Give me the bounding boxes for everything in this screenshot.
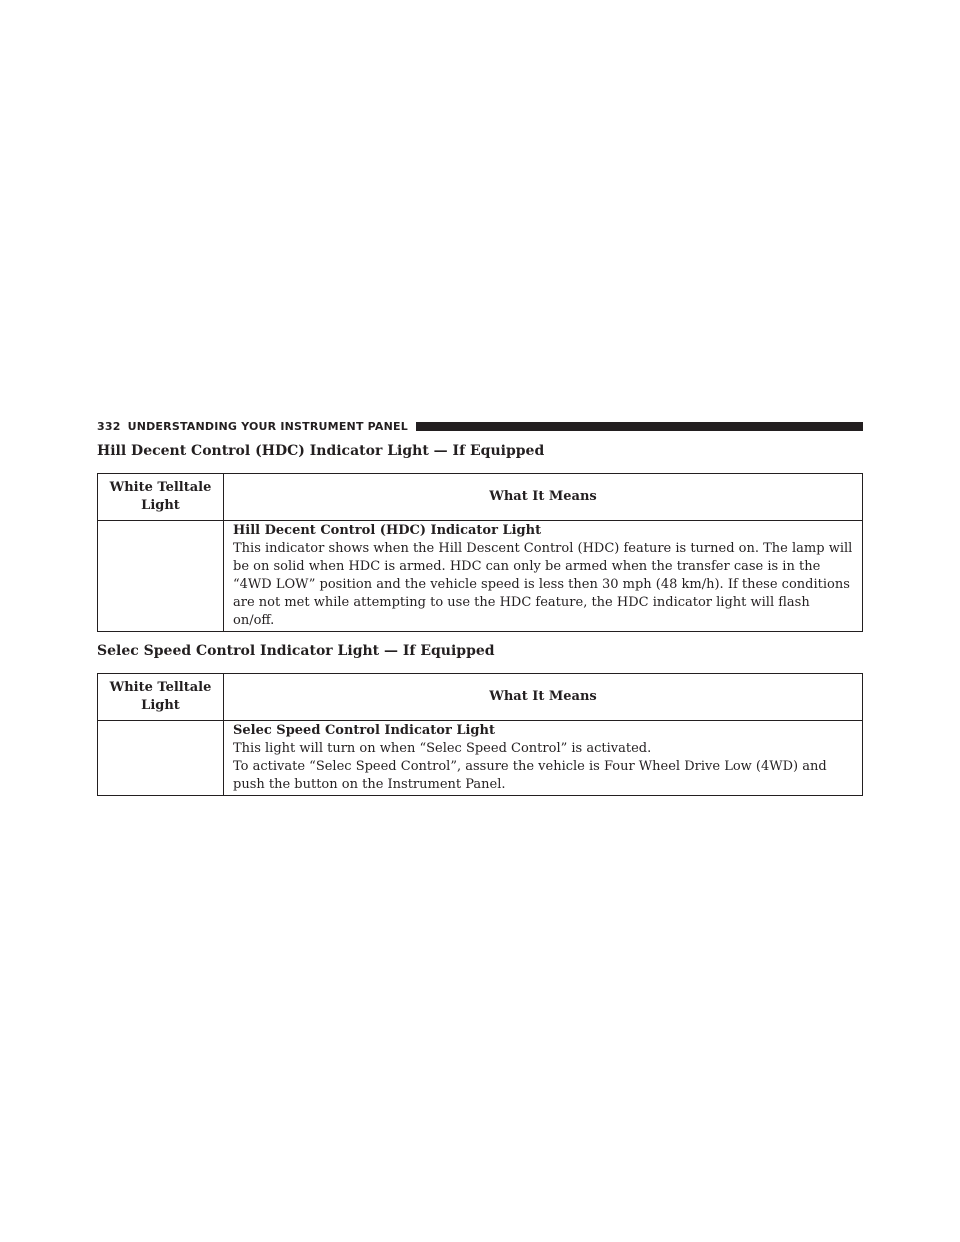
item-text-line1: This light will turn on when “Selec Speed Control” is activated. <box>233 741 652 756</box>
col-telltale-header: White Telltale Light <box>98 474 224 521</box>
item-title: Hill Decent Control (HDC) Indicator Light <box>233 523 542 538</box>
selec-speed-heading: Selec Speed Control Indicator Light — If Equipped <box>97 643 495 659</box>
col-meaning-header: What It Means <box>224 474 863 521</box>
item-title: Selec Speed Control Indicator Light <box>233 723 495 738</box>
table-header-row <box>98 674 863 721</box>
telltale-icon-cell <box>98 721 224 796</box>
item-text-line2: To activate “Selec Speed Control”, assure the vehicle is Four Wheel Drive Low (4WD) and push the button on the Instrument Panel. <box>233 759 827 792</box>
item-text: This indicator shows when the Hill Descent Control (HDC) feature is turned on. The lamp will be on solid when HDC is armed. HDC can only be armed when the transfer case is in the “4WD LOW” position and the vehicle speed is less then 30 mph (48 km/h). If these conditions are not met while attempting to use the HDC feature, the HDC indicator light will flash on/off. <box>233 541 853 628</box>
page-number: 332 <box>97 419 121 433</box>
col-telltale-header: White Telltale Light <box>98 674 224 721</box>
selec-speed-table <box>97 673 863 796</box>
telltale-icon-cell <box>98 521 224 632</box>
header-rule <box>416 422 863 431</box>
page-header <box>97 418 863 434</box>
col-meaning-header: What It Means <box>224 674 863 721</box>
hdc-table <box>97 473 863 632</box>
table-row <box>98 521 863 632</box>
table-header-row <box>98 474 863 521</box>
table-row <box>98 721 863 796</box>
meaning-cell <box>224 721 863 796</box>
hdc-heading: Hill Decent Control (HDC) Indicator Light — If Equipped <box>97 443 545 459</box>
section-title: UNDERSTANDING YOUR INSTRUMENT PANEL <box>127 419 408 433</box>
meaning-cell <box>224 521 863 632</box>
